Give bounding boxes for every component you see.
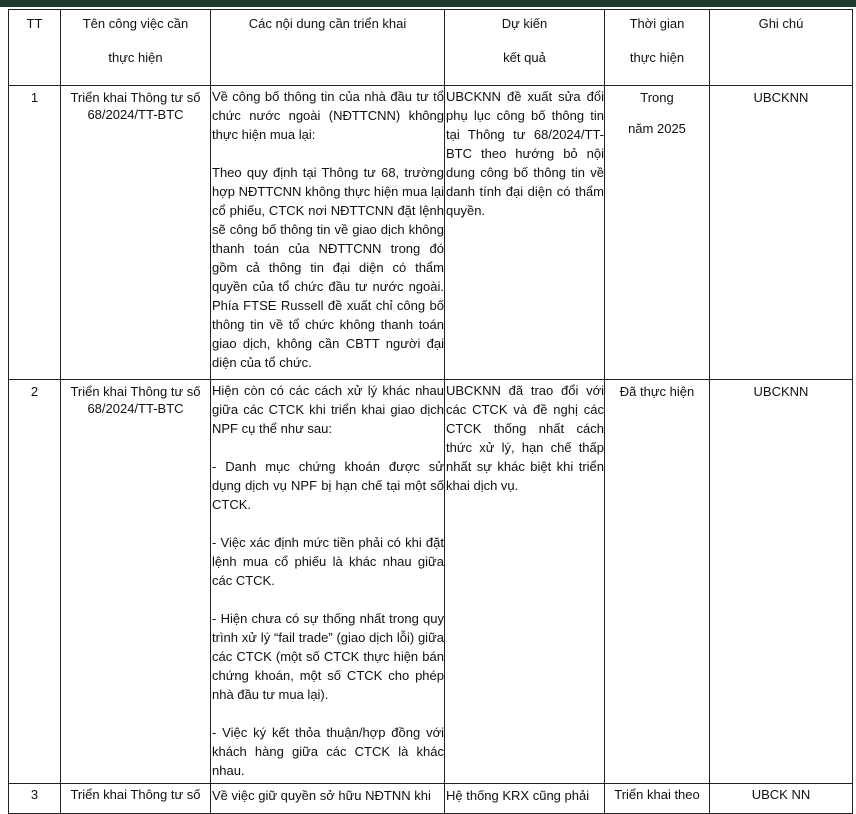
note-cell: UBCKNN	[710, 380, 853, 784]
header-row	[9, 10, 853, 86]
content-paragraph: - Việc ký kết thỏa thuận/hợp đồng với khách hàng giữa các CTCK là khác nhau.	[212, 725, 444, 778]
row-number: 3	[9, 784, 61, 814]
header-note: Ghi chú	[710, 10, 853, 86]
content-paragraph: - Danh mục chứng khoán được sử dụng dịch vụ NPF bị hạn chế tại một số CTCK.	[212, 459, 444, 512]
task-name: Triển khai Thông tư số 68/2024/TT-BTC	[61, 86, 211, 380]
table-row	[9, 380, 853, 784]
header-task: Tên công việc cần thực hiện	[61, 10, 211, 86]
note-cell: UBCK NN	[710, 784, 853, 814]
expected-result: UBCKNN đã trao đổi với các CTCK và đề nghị các CTCK thống nhất cách thức xử lý, hạn chế thấp nhất sự khác biệt khi triển khai dịch vụ.	[445, 380, 605, 784]
content-cell	[211, 380, 445, 784]
task-name: Triển khai Thông tư số 68/2024/TT-BTC	[61, 380, 211, 784]
implementation-table	[8, 9, 853, 814]
note-cell: UBCKNN	[710, 86, 853, 380]
content-cell: Về việc giữ quyền sở hữu NĐTNN khi	[211, 784, 445, 814]
row-number: 1	[9, 86, 61, 380]
header-tt: TT	[9, 10, 61, 86]
time-cell: Triển khai theo	[605, 784, 710, 814]
content-paragraph: - Việc xác định mức tiền phải có khi đặt lệnh mua cổ phiếu là khác nhau giữa các CTCK.	[212, 535, 444, 588]
content-paragraph: - Hiện chưa có sự thống nhất trong quy trình xử lý “fail trade” (giao dịch lỗi) giữa các CTCK (một số CTCK thực hiện bán chứng khoán, một số CTCK cho phép nhà đầu tư mua lại).	[212, 611, 444, 702]
content-cell	[211, 86, 445, 380]
expected-result: UBCKNN đề xuất sửa đổi phụ lục công bố thông tin tại Thông tư 68/2024/TT-BTC theo hướng bỏ nội dung công bố thông tin về danh tính đại diện có thẩm quyền.	[445, 86, 605, 380]
content-paragraph: Theo quy định tại Thông tư 68, trường hợp NĐTTCNN không thực hiện mua lại cổ phiếu, CTCK nơi NĐTTCNN đặt lệnh sẽ công bố thông tin về giao dịch không thanh toán của NĐTTCNN trong đó gồm cả thông tin đại diện có thẩm quyền của tổ chức đầu tư nước ngoài. Phía FTSE Russell đề xuất chỉ công bố thông tin về tổ chức không thanh toán giao dịch, không cần CBTT người đại diện của tổ chức.	[212, 165, 444, 370]
table-row	[9, 784, 853, 814]
header-time: Thời gian thực hiện	[605, 10, 710, 86]
expected-result: Hệ thống KRX cũng phải	[445, 784, 605, 814]
task-name: Triển khai Thông tư số	[61, 784, 211, 814]
header-content: Các nội dung cần triển khai	[211, 10, 445, 86]
top-bar	[0, 0, 856, 7]
table-row	[9, 86, 853, 380]
time-cell: Trong năm 2025	[605, 86, 710, 380]
content-paragraph: Hiện còn có các cách xử lý khác nhau giữa các CTCK khi triển khai giao dịch NPF cụ thể như sau:	[212, 383, 444, 436]
row-number: 2	[9, 380, 61, 784]
content-paragraph: Về công bố thông tin của nhà đầu tư tổ chức nước ngoài (NĐTTCNN) không thực hiện mua lại:	[212, 89, 444, 142]
header-result: Dự kiến kết quả	[445, 10, 605, 86]
time-cell: Đã thực hiện	[605, 380, 710, 784]
